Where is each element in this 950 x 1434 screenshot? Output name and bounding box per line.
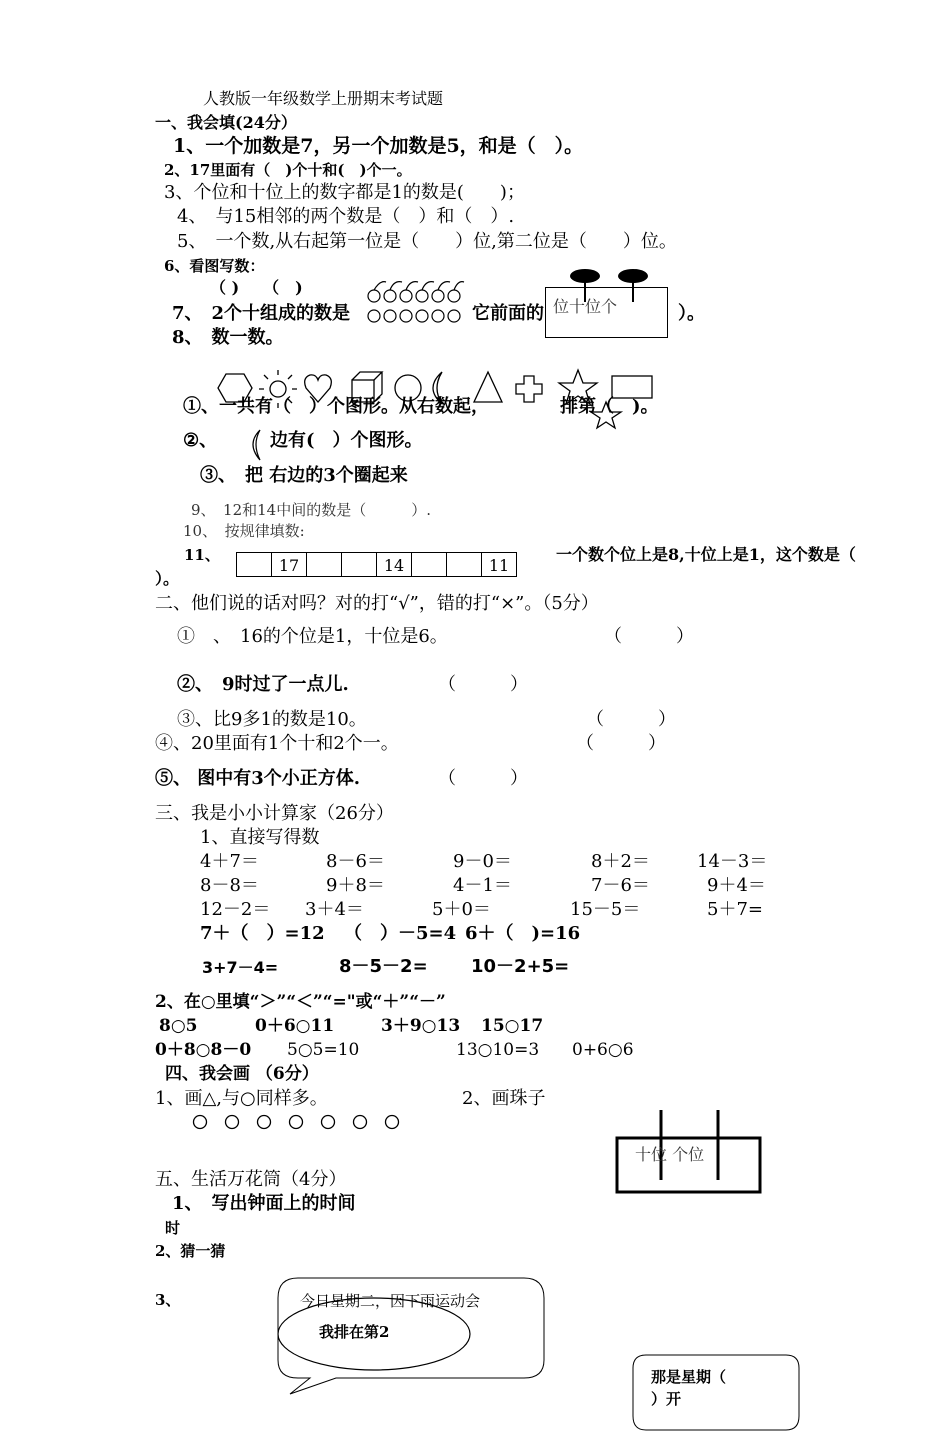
judge-item-4: ④、20里面有1个十和2个一。 [155, 733, 399, 754]
calc-item: 5＋0＝ [432, 899, 491, 920]
judge-item-3: ③、比9多1的数是10。 [177, 709, 367, 730]
sequence-cell: 11 [481, 552, 517, 577]
sequence-cell: 17 [271, 552, 307, 577]
calc-sub-1: 1、直接写得数 [200, 827, 320, 848]
calc-item: 8＋2＝ [591, 851, 650, 872]
question-1-10: 10、 按规律填数: [183, 522, 305, 540]
sequence-cell[interactable] [446, 552, 482, 577]
question-1-6-blanks: （ ) （ ) [210, 278, 303, 297]
judge-item-2: ②、 9时过了一点儿. [177, 674, 349, 695]
judge-item-3-mark[interactable]: （ ） [586, 709, 676, 730]
calc-item: 8－8＝ [200, 875, 259, 896]
question-1-11: 11、 [184, 546, 220, 564]
sequence-cell: 14 [376, 552, 412, 577]
cherries-picture [366, 280, 476, 326]
question-1-8-3: ③、 把 右边的3个圈起来 [200, 465, 408, 486]
compare-item: 0＋6○11 [255, 1016, 335, 1036]
question-1-8-1: ①、一共有（ ）个图形。从右数起， [183, 396, 489, 417]
calc-item: 9＋8＝ [326, 875, 385, 896]
fill-item: （ ）－5=4 [344, 923, 457, 944]
judge-item-2-mark[interactable]: （ ） [438, 674, 528, 695]
bubble-text-2: 我排在第2 [319, 1323, 390, 1341]
compare-item: 8○5 [159, 1016, 198, 1036]
section-3-heading: 三、我是小小计算家（26分） [155, 803, 394, 824]
compare-item: 3＋9○13 [381, 1016, 461, 1036]
circles-row [192, 1112, 404, 1132]
bead-abacus-label: 十位 个位 [635, 1145, 705, 1164]
judge-item-4-mark[interactable]: （ ） [576, 733, 666, 754]
question-1-2: 2、17里面有（ )个十和( )个一。 [164, 161, 412, 179]
cross-shape [516, 376, 542, 402]
question-1-8-2: ②、 [183, 430, 218, 451]
question-1-8: 8、 数一数。 [172, 327, 284, 348]
calc-item: 3＋4＝ [305, 899, 364, 920]
compare-item: 13○10=3 [456, 1040, 540, 1060]
moon-icon [246, 428, 270, 462]
life-question-2: 2、猜一猜 [155, 1242, 226, 1260]
bubble-text-4: ）开 [651, 1390, 682, 1408]
sequence-cell[interactable] [236, 552, 272, 577]
calc-item: 5＋7= [707, 899, 763, 920]
page-title: 人教版一年级数学上册期末考试题 [203, 89, 444, 108]
calc-item: 4－1＝ [453, 875, 512, 896]
question-1-11-end: ）。 [155, 569, 180, 588]
section-5-heading: 五、生活万花筒（4分） [155, 1169, 347, 1190]
judge-item-5: ⑤、 图中有3个小正方体. [155, 768, 361, 789]
mixed-item: 10－2+5= [471, 956, 570, 977]
mixed-item: 8－5－2= [339, 956, 428, 977]
hour-label: 时 [165, 1219, 181, 1237]
question-1-8-2-part2: 边有( ）个图形。 [270, 430, 423, 451]
judge-item-5-mark[interactable]: （ ） [438, 768, 528, 789]
fill-item: 6＋（ )=16 [465, 923, 581, 944]
compare-item: 15○17 [481, 1016, 544, 1036]
question-1-6: 6、看图写数： [164, 257, 265, 275]
abacus-place-label: 位十位个 [553, 297, 618, 316]
calc-item: 9＋4＝ [707, 875, 766, 896]
question-1-7: 7、 2个十组成的数是 [172, 303, 351, 324]
number-sequence [237, 552, 517, 577]
draw-question-2: 2、画珠子 [462, 1088, 546, 1109]
calc-item: 14－3＝ [697, 851, 768, 872]
fill-item: 7＋（ ）=12 [200, 923, 325, 944]
question-1-11-text: 一个数个位上是8,十位上是1，这个数是（ [556, 545, 856, 564]
calc-item: 15－5＝ [570, 899, 641, 920]
compare-item: 0＋8○8－0 [155, 1040, 252, 1060]
life-question-3: 3、 [155, 1291, 181, 1309]
mixed-item: 3+7－4= [202, 958, 279, 977]
calc-item: 7－6＝ [591, 875, 650, 896]
question-1-7-part2: 它前面的 [472, 303, 544, 324]
compare-item: 5○5=10 [287, 1040, 360, 1060]
rectangle-shape [612, 376, 652, 398]
bubble-text-1: 今日星期二，因下雨运动会 [300, 1292, 481, 1310]
bubble-text-3: 那是星期（ [651, 1368, 727, 1386]
question-1-1: 1、一个加数是7，另一个加数是5，和是（ ）。 [173, 135, 584, 157]
section-2-heading: 二、他们说的话对吗？对的打“√”，错的打“×”。（5分） [155, 593, 599, 614]
sequence-cell[interactable] [411, 552, 447, 577]
calc-item: 4＋7＝ [200, 851, 259, 872]
calc-item: 8－6＝ [326, 851, 385, 872]
question-1-7-end: ）。 [678, 303, 705, 324]
calc-item: 12－2＝ [200, 899, 271, 920]
compare-item: 0+6○6 [572, 1040, 634, 1060]
question-1-3: 3、个位和十位上的数字都是1的数是( )； [164, 182, 525, 203]
section-1-heading: 一、我会填(24分） [155, 113, 297, 132]
sequence-cell[interactable] [341, 552, 377, 577]
calc-sub-2: 2、在○里填“＞”“＜”“="或“＋”“－” [155, 992, 446, 1012]
draw-question-1: 1、画△,与○同样多。 [155, 1088, 328, 1109]
judge-item-1: ① 、 16的个位是1，十位是6。 [177, 626, 448, 647]
question-1-8-1-part2: 排第（ )。 [560, 396, 659, 417]
sun-shape [270, 381, 286, 397]
question-1-5: 5、 一个数,从右起第一位是（ ）位,第二位是（ ）位。 [177, 231, 677, 252]
calc-item: 9－0＝ [453, 851, 512, 872]
judge-item-1-mark[interactable]: （ ） [604, 626, 694, 647]
question-1-4: 4、 与15相邻的两个数是（ ）和（ ）. [177, 206, 515, 227]
sequence-cell[interactable] [306, 552, 342, 577]
section-4-heading: 四、我会画 （6分） [165, 1064, 319, 1084]
question-1-9: 9、 12和14中间的数是（ ）. [191, 501, 431, 519]
life-question-1: 1、 写出钟面上的时间 [172, 1193, 356, 1214]
